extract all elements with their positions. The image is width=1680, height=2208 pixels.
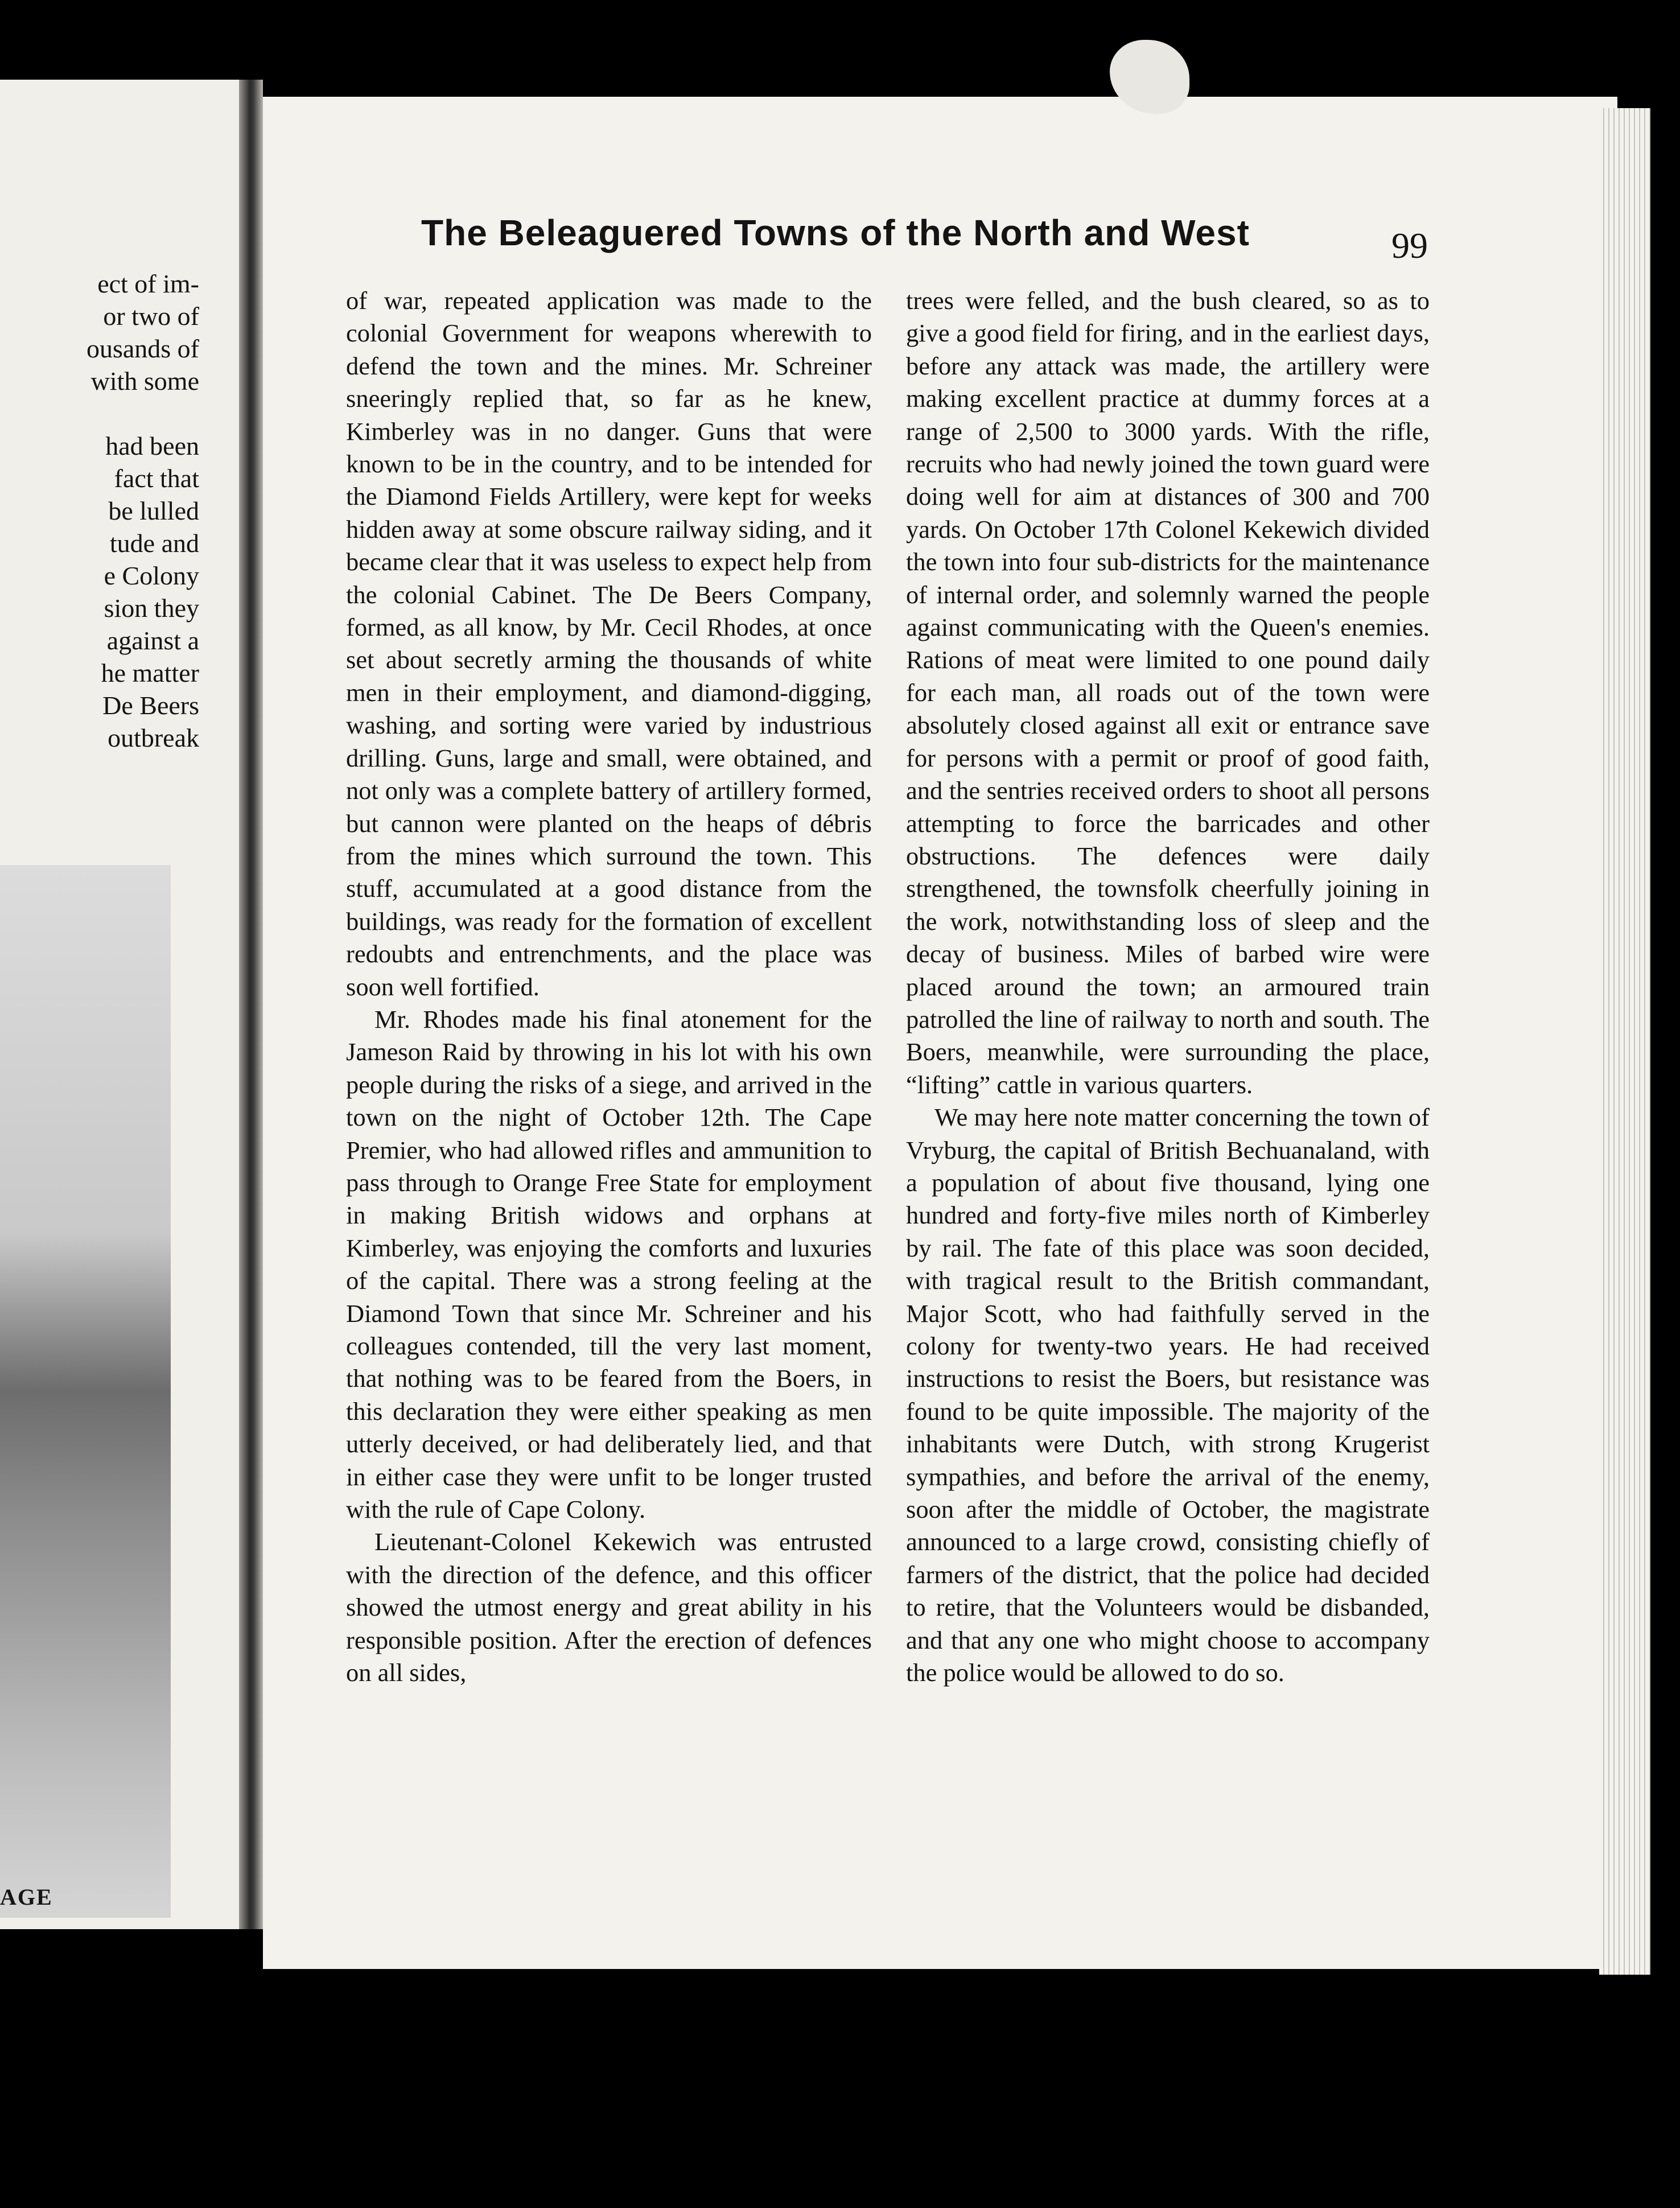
left-line: with some [90, 366, 199, 396]
text-column-left [346, 285, 872, 1689]
left-line: or two of [103, 302, 199, 331]
left-page-caption: AGE [0, 1884, 53, 1910]
left-line: be lulled [108, 496, 199, 525]
left-page-text [0, 267, 199, 754]
paragraph: Lieutenant-Colonel Kekewich was entrusted with the direction of the defence, and this officer showed the utmost energy and great ability in his responsible position. After the erection of defences on all sides, [346, 1527, 872, 1687]
left-line: sion they [104, 594, 199, 623]
left-line: outbreak [108, 723, 199, 752]
page-number: 99 [1391, 225, 1428, 266]
page-edges [1599, 108, 1650, 1975]
text-column-right [906, 285, 1430, 1689]
left-line: tude and [109, 529, 199, 558]
paragraph: trees were felled, and the bush cleared, so as to give a good field for firing, and in the earliest days, before any attack was made, the artillery were making excellent practice at dummy forces at a range of 2,500 to 3000 yards. With the rifle, recruits who had newly joined the town guard were doing well for aim at distances of 300 and 700 yards. On October 17th Colonel Kekewich divided the town into four sub-districts for the maintenance of internal order, and solemnly warned the people against communicating with the Queen's enemies. Rations of meat were limited to one pound daily for each man, all roads out of the town were absolutely closed against all exit or entrance save for persons with a permit or proof of good faith, and the sentries received orders to shoot all persons attempting to force the barricades and other obstructions. The defences were daily strengthened, the townsfolk cheerfully joining in the work, notwithstanding loss of sleep and the decay of business. Miles of barbed wire were placed around the town; an armoured train patrolled the line of railway to north and south. The Boers, meanwhile, were surrounding the place, “lifting” cattle in various quarters. [906, 286, 1430, 1099]
paragraph: We may here note matter concerning the town of Vryburg, the capital of British Bechuanaland, with a population of about five thousand, lying one hundred and forty-five miles north of Kimberley by rail. The fate of this place was soon decided, with tragical result to the British commandant, Major Scott, who had faithfully served in the colony for twenty-two years. He had received instructions to resist the Boers, but resistance was found to be quite impossible. The majority of the inhabitants were Dutch, with strong Krugerist sympathies, and before the arrival of the enemy, soon after the middle of October, the magistrate announced to a large crowd, consisting chiefly of farmers of the district, that the police had decided to retire, that the Volunteers would be disbanded, and that any one who might choose to accompany the police would be allowed to do so. [906, 1103, 1430, 1687]
left-line: he matter [101, 658, 199, 687]
book-gutter [239, 80, 263, 1929]
left-facing-page [0, 80, 239, 1929]
left-line: ousands of [86, 334, 199, 363]
left-line: had been [105, 431, 199, 460]
left-line: fact that [114, 464, 199, 493]
left-line: e Colony [104, 561, 199, 590]
left-line [0, 397, 199, 430]
left-line: against a [106, 626, 199, 655]
left-line: De Beers [102, 691, 199, 720]
paragraph: of war, repeated application was made to the colonial Government for weapons wherewith to defend the town and the mines. Mr. Schreiner sneeringly replied that, so far as he knew, Kimberley was in no danger. Guns that were known to be in the country, and to be intended for the Diamond Fields Artillery, were kept for weeks hidden away at some obscure railway siding, and it became clear that it was useless to expect help from the colonial Cabinet. The De Beers Company, formed, as all know, by Mr. Cecil Rhodes, at once set about secretly arming the thousands of white men in their employment, and diamond-digging, washing, and sorting were varied by industrious drilling. Guns, large and small, were obtained, and not only was a complete battery of artillery formed, but cannon were planted on the heaps of débris from the mines which surround the town. This stuff, accumulated at a good distance from the buildings, was ready for the formation of excellent redoubts and entrenchments, and the place was soon well fortified. [346, 286, 872, 1001]
paragraph: Mr. Rhodes made his final atonement for the Jameson Raid by throwing in his lot with his own people during the risks of a siege, and arrived in the town on the night of October 12th. The Cape Premier, who had allowed rifles and ammunition to pass through to Orange Free State for employment in making British widows and orphans at Kimberley, was enjoying the comforts and luxuries of the capital. There was a strong feeling at the Diamond Town that since Mr. Schreiner and his colleagues contended, till the very last moment, that nothing was to be feared from the Boers, in this declaration they were either speaking as men utterly deceived, or had deliberately lied, and that in either case they were unfit to be longer trusted with the rule of Cape Colony. [346, 1004, 872, 1524]
running-head-title: The Beleaguered Towns of the North and West [421, 212, 1250, 253]
left-line: ect of im- [97, 269, 199, 298]
left-page-photograph [0, 865, 171, 1918]
